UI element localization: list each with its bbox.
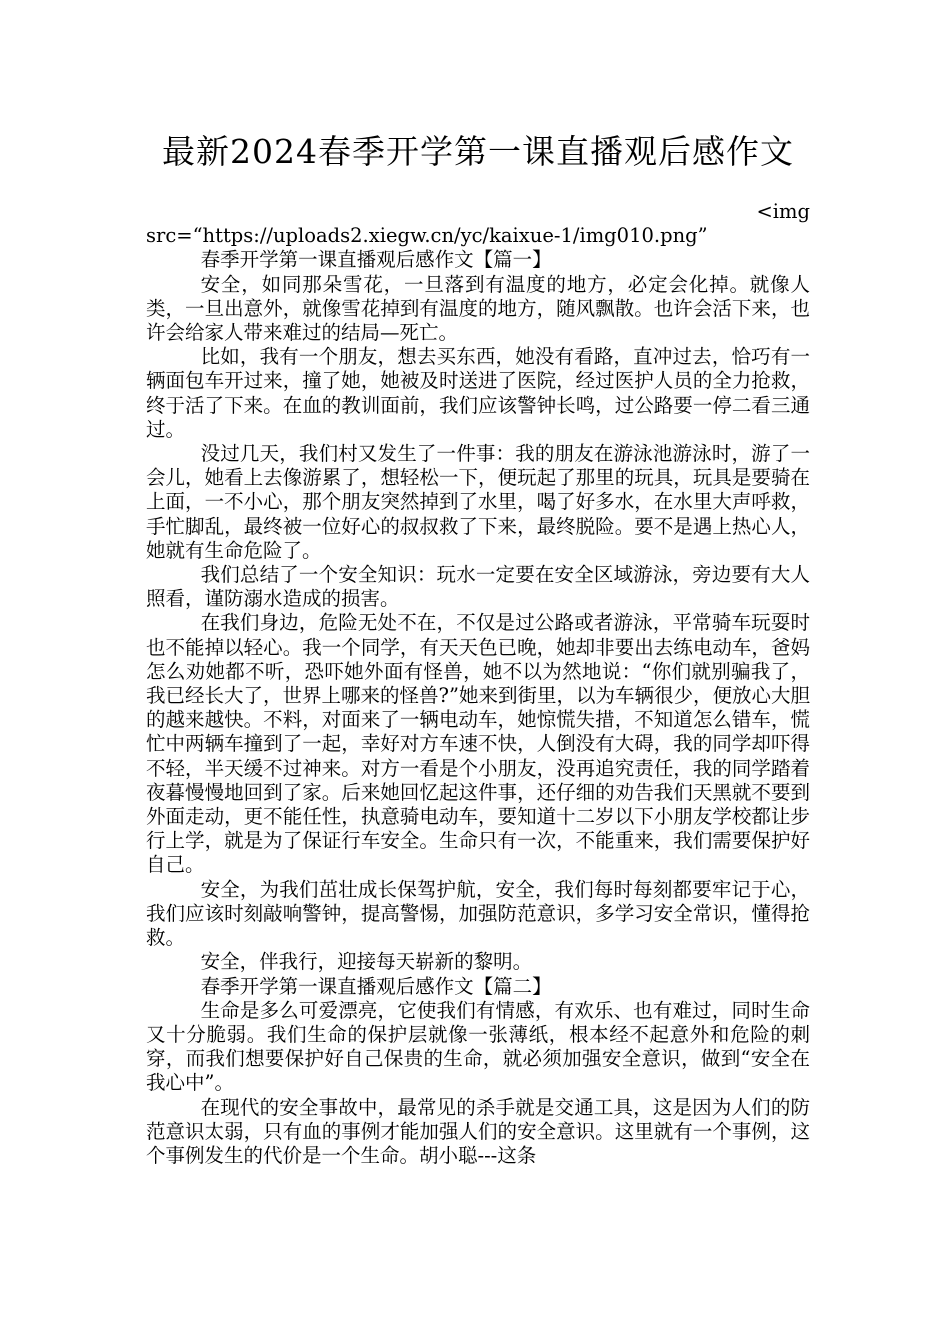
paragraph: 比如，我有一个朋友，想去买东西，她没有看路，直冲过去，恰巧有一辆面包车开过来，撞了她，她被及时送进了医院，经过医护人员的全力抢救，终于活了下来。在血的教训面前，我们应该警钟长鸣，过公路要一停二看三通过。 [146, 345, 810, 441]
paragraph: 安全，伴我行，迎接每天崭新的黎明。 [200, 950, 533, 974]
document-title: 最新2024春季开学第一课直播观后感作文 [162, 132, 794, 171]
paragraph: 安全，如同那朵雪花，一旦落到有温度的地方，必定会化掉。就像人类，一旦出意外，就像雪花掉到有温度的地方，随风飘散。也许会活下来，也许会给家人带来难过的结局—死亡。 [146, 272, 810, 345]
paragraph: 安全，为我们茁壮成长保驾护航，安全，我们每时每刻都要牢记于心，我们应该时刻敲响警钟，提高警惕，加强防范意识，多学习安全常识，懂得抢救。 [146, 877, 810, 950]
section-heading-1: 春季开学第一课直播观后感作文【篇一】 [200, 248, 552, 272]
image-source-line-1: <img [756, 200, 810, 223]
image-source-text [146, 200, 810, 248]
paragraph: 没过几天，我们村又发生了一件事：我的朋友在游泳池游泳时，游了一会儿，她看上去像游累了，想轻松一下，便玩起了那里的玩具，玩具是要骑在上面，一不小心，那个朋友突然掉到了水里，喝了好多水，在水里大声呼救，手忙脚乱，最终被一位好心的叔叔救了下来，最终脱险。要不是遇上热心人，她就有生命危险了。 [146, 442, 810, 562]
paragraph: 生命是多么可爱漂亮，它使我们有情感，有欢乐、也有难过，同时生命又十分脆弱。我们生命的保护层就像一张薄纸，根本经不起意外和危险的刺穿，而我们想要保护好自己保贵的生命，就必须加强安全意识，做到“安全在我心中”。 [146, 998, 810, 1095]
image-source-line-2: src=“https://uploads2.xiegw.cn/yc/kaixue-1/img010.png” [146, 224, 708, 248]
paragraph: 在现代的安全事故中，最常见的杀手就是交通工具，这是因为人们的防范意识太弱，只有血的事例才能加强人们的安全意识。这里就有一个事例，这个事例发生的代价是一个生命。胡小聪---这条 [146, 1095, 810, 1167]
document-body [146, 200, 810, 1168]
section-heading-2: 春季开学第一课直播观后感作文【篇二】 [200, 974, 552, 998]
paragraph: 在我们身边，危险无处不在，不仅是过公路或者游泳，平常骑车玩耍时也不能掉以轻心。我一个同学，有天天色已晚，她却非要出去练电动车，爸妈怎么劝她都不听，恐吓她外面有怪兽，她不以为然地说：“你们就别骗我了，我已经长大了，世界上哪来的怪兽?”她来到街里，以为车辆很少，便放心大胆的越来越快。不料，对面来了一辆电动车，她惊慌失措，不知道怎么错车，慌忙中两辆车撞到了一起，幸好对方车速不快，人倒没有大碍，我的同学却吓得不轻，半天缓不过神来。对方一看是个小朋友，没再追究责任，我的同学踏着夜暮慢慢地回到了家。后来她回忆起这件事，还仔细的劝告我们天黑就不要到外面走动，更不能任性，执意骑电动车，要知道十二岁以下小朋友学校都让步行上学，就是为了保证行车安全。生命只有一次，不能重来，我们需要保护好自己。 [146, 611, 810, 877]
paragraph: 我们总结了一个安全知识：玩水一定要在安全区域游泳，旁边要有大人照看，谨防溺水造成的损害。 [146, 563, 810, 611]
